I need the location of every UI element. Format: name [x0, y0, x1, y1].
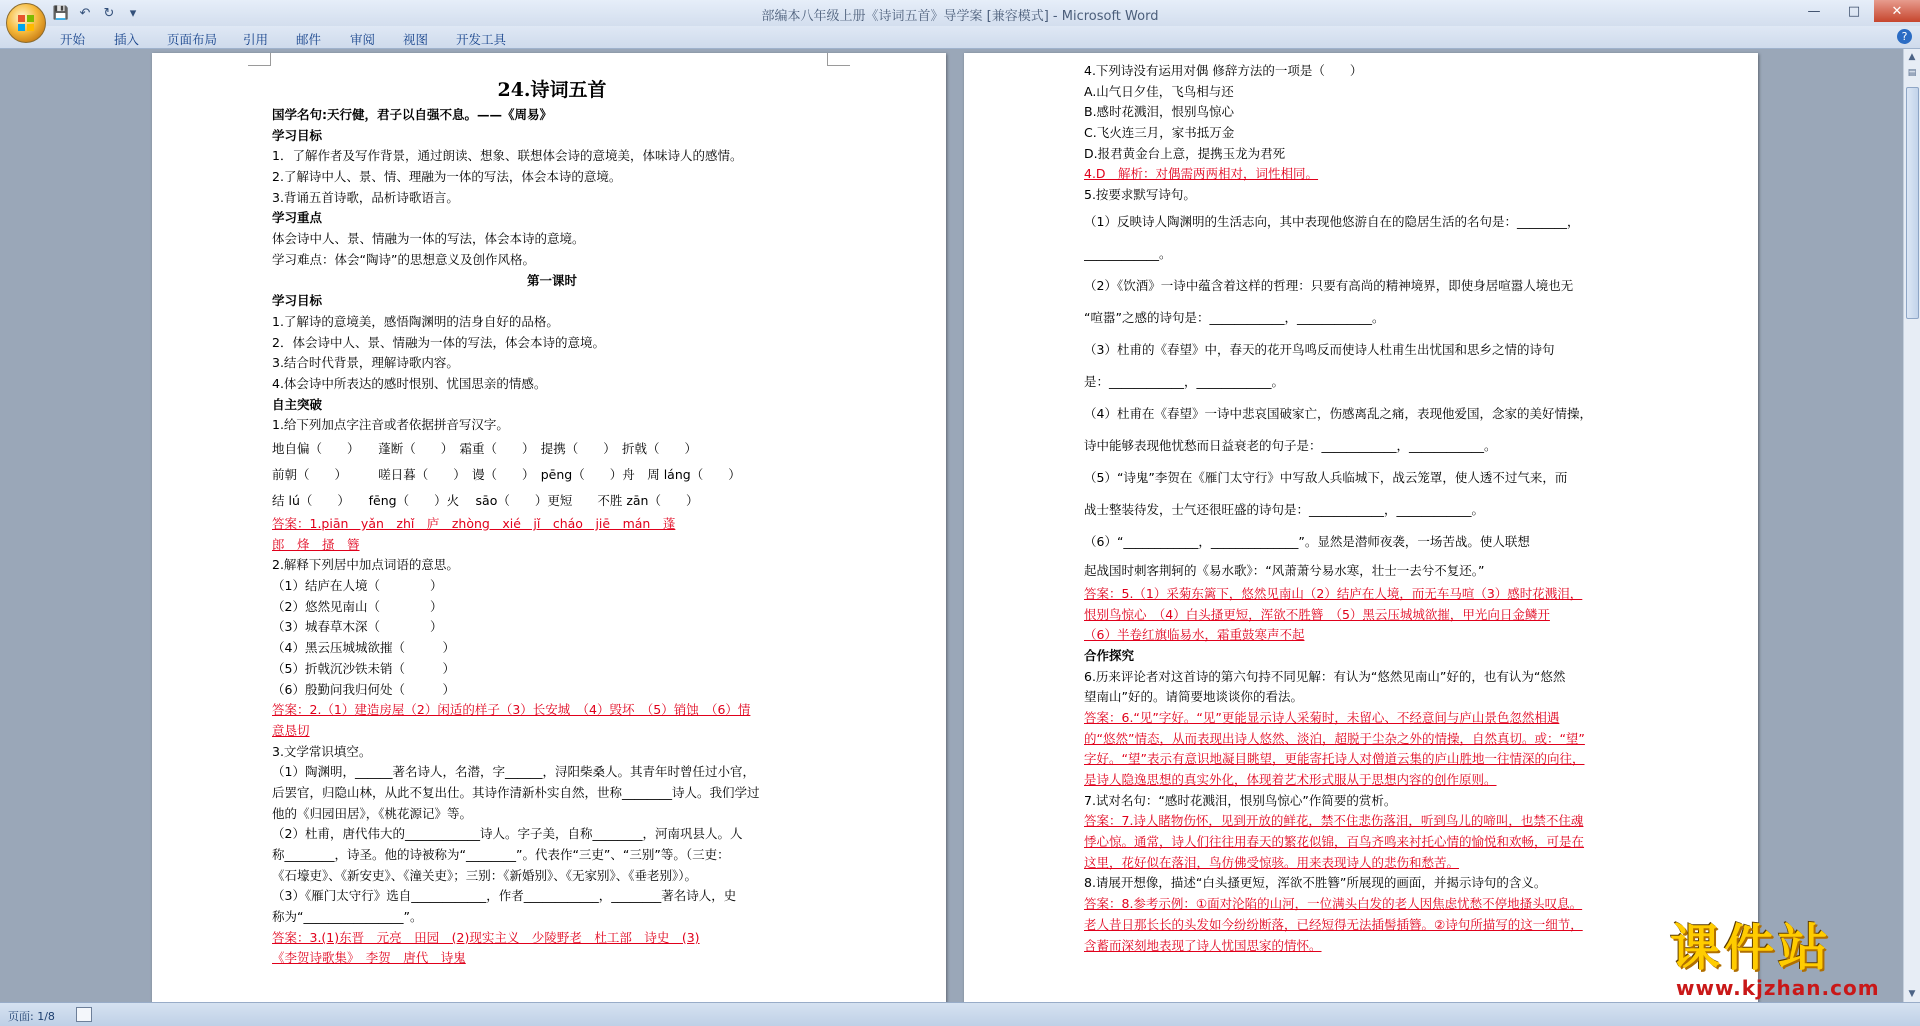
text-line: 前朝（ ） 嗟日暮（ ） 谩（ ） pēng（ ）舟 周 láng（ ） [272, 467, 741, 482]
save-icon[interactable]: 💾 [52, 5, 70, 21]
text-line: 1.了解诗的意境美，感悟陶渊明的洁身自好的品格。 [272, 313, 559, 329]
text-line: 自主突破 [272, 396, 323, 412]
text-line: 答案：1.piān yǎn zhǐ 庐 zhòng xié jǐ cháo jiē mán 蓬 [272, 516, 676, 531]
text-line: （5）“诗鬼”李贺在《雁门太守行》中写敌人兵临城下，战云笼罩，使人透不过气来，而 [1084, 469, 1568, 485]
text-line: （4）杜甫在《春望》一诗中悲哀国破家亡，伤感离乱之痛，表现他爱国，念家的美好情操， [1084, 405, 1592, 421]
watermark-brand: 课件站 [1670, 919, 1832, 977]
text-line: 答案：2.（1）建造房屋（2）闲适的样子（3）长安城 （4）毁坏 （5）销蚀 （6）情 [272, 702, 751, 718]
page-2-text [1084, 61, 1644, 956]
office-logo-icon [17, 14, 35, 32]
status-bar [0, 1002, 1920, 1026]
proofing-icon[interactable] [76, 1007, 92, 1022]
text-line: 7.试对名句：“感时花溅泪，恨别鸟惊心”作简要的赏析。 [1084, 792, 1397, 808]
text-line: C.飞火连三月，家书抵万金 [1084, 125, 1235, 141]
scroll-down-icon[interactable]: ▼ [1908, 989, 1916, 999]
text-line: 意恳切 [272, 722, 310, 738]
text-line: 4.体会诗中所表达的感时恨别、忧国思亲的情感。 [272, 375, 547, 391]
redo-icon[interactable]: ↻ [103, 5, 115, 21]
text-line: （5）折戟沉沙铁未销（ ） [272, 660, 455, 676]
text-line: （2）杜甫，唐代伟大的____________诗人。字子美，自称________，河南巩县人。人 [272, 826, 743, 842]
text-line: 学习重点 [272, 210, 323, 226]
tab-developer[interactable]: 开发工具 [456, 32, 507, 47]
text-line: 诗中能够表现他忧愁而日益衰老的句子是：____________，____________。 [1084, 437, 1497, 453]
text-line: 24.诗词五首 [497, 79, 607, 101]
text-line: 1.给下列加点字注音或者依据拼音写汉字。 [272, 417, 509, 433]
text-line: 4.D 解析：对偶需两两相对，词性相同。 [1084, 166, 1319, 182]
text-line: 1．了解作者及写作背景，通过朗读、想象、联想体会诗的意境美，体味诗人的感情。 [272, 148, 743, 164]
text-line: 答案：5.（1）采菊东篱下，悠然见南山（2）结庐在人境，而无车马喧（3）感时花溅泪， [1084, 585, 1583, 601]
text-line: 的“悠然”情态，从而表现出诗人悠然、淡泊，超脱于尘杂之外的情操，自然真切。或：“望” [1084, 730, 1585, 746]
text-line: 学习难点：体会“陶诗”的思想意义及创作风格。 [272, 251, 535, 267]
help-icon[interactable]: ? [1897, 29, 1912, 44]
text-line: 5.按要求默写诗句。 [1084, 187, 1196, 203]
text-line: 悸心惊。通常，诗人们往往用春天的繁花似锦，百鸟齐鸣来衬托心情的愉悦和欢畅，可是在 [1084, 834, 1585, 850]
text-line: 《李贺诗歌集》 李贺 唐代 诗鬼 [272, 950, 466, 966]
scrollbar-thumb[interactable] [1906, 87, 1919, 319]
text-line: 郎 烽 搔 簪 [272, 536, 360, 552]
tab-home[interactable]: 开始 [60, 32, 86, 47]
text-line: 学习目标 [272, 127, 323, 143]
vertical-scrollbar[interactable] [1903, 49, 1920, 1002]
text-line: ____________。 [1084, 245, 1172, 261]
tab-insert[interactable]: 插入 [114, 32, 140, 47]
text-line: 望南山”好的。请简要地谈谈你的看法。 [1084, 689, 1303, 705]
text-line: （4）黑云压城城欲摧（ ） [272, 640, 455, 656]
text-line: （1）反映诗人陶渊明的生活志向，其中表现他悠游自在的隐居生活的名句是：________， [1084, 213, 1580, 229]
maximize-button[interactable]: □ [1847, 3, 1861, 19]
text-line: 称为“________________”。 [272, 909, 423, 925]
text-line: 8.请展开想像，描述“白头搔更短，浑欲不胜簪”所展现的画面，并揭示诗句的含义。 [1084, 875, 1547, 891]
text-line: 2．体会诗中人、景、情融为一体的写法，体会本诗的意境。 [272, 334, 605, 350]
window-title: 部编本八年级上册《诗词五首》导学案 [兼容模式] - Microsoft Word [761, 9, 1159, 24]
text-line: 合作探究 [1084, 647, 1135, 663]
text-line: （2）《饮酒》一诗中蕴含着这样的哲理：只要有高尚的精神境界，即使身居喧嚣人境也无 [1084, 277, 1574, 293]
tab-page-layout[interactable]: 页面布局 [167, 32, 218, 47]
tab-view[interactable]: 视图 [403, 32, 429, 47]
text-line: 答案：8.参考示例：①面对沦陷的山河，一位满头白发的老人因焦虑忧愁不停地搔头叹息。 [1084, 896, 1583, 912]
text-line: 字好。“望”表示有意识地凝目眺望，更能寄托诗人对僧道云集的庐山胜地一往情深的向往， [1084, 751, 1585, 767]
text-line: （3）城春草木深（ ） [272, 619, 443, 635]
text-line: （6）殷勤问我归何处（ ） [272, 681, 455, 697]
window-controls [1794, 0, 1920, 22]
qat-customize-icon[interactable]: ▾ [129, 5, 137, 21]
text-line: 这里，花好似在落泪，鸟仿佛受惊骇。用来表现诗人的悲伤和愁苦。 [1084, 854, 1460, 870]
text-line: 后罢官，归隐山林，从此不复出仕。其诗作清新朴实自然，世称________诗人。我们学过 [272, 784, 760, 800]
text-line: 国学名句:天行健，君子以自强不息。——《周易》 [272, 107, 552, 122]
crop-mark [248, 53, 271, 66]
text-line: 地自偏（ ） 蓬断（ ） 霜重（ ） 提携（ ） 折戟（ ） [272, 441, 698, 456]
text-line: 含蓄而深刻地表现了诗人忧国思家的情怀。 [1084, 937, 1322, 953]
text-line: 结 lú（ ） fēng（ ）火 sāo（ ）更短 不胜 zān（ ） [272, 493, 699, 508]
page-1-text [272, 75, 832, 969]
tab-review[interactable]: 审阅 [350, 32, 376, 47]
text-line: A.山气日夕佳，飞鸟相与还 [1084, 83, 1234, 99]
text-line: 3.背诵五首诗歌，品析诗歌语言。 [272, 189, 459, 205]
text-line: （6）半卷红旗临易水，霜重鼓寒声不起 [1084, 627, 1305, 643]
text-line: 答案：3.(1)东晋 元亮 田园 (2)现实主义 少陵野老 杜工部 诗史 (3) [272, 929, 700, 945]
text-line: “喧嚣”之感的诗句是：____________，____________。 [1084, 309, 1385, 325]
title-bar [0, 0, 1920, 27]
text-line: 战士整装待发，士气还很旺盛的诗句是：____________，____________。 [1084, 501, 1485, 517]
undo-icon[interactable]: ↶ [79, 5, 91, 21]
document-page-1[interactable] [152, 53, 946, 1002]
text-line: 老人昔日那长长的头发如今纷纷断落，已经短得无法插髻插簪。②诗句所描写的这一细节， [1084, 916, 1583, 932]
document-page-2[interactable] [964, 53, 1758, 1002]
ruler-toggle-icon[interactable]: ▤ [1907, 68, 1917, 78]
text-line: 体会诗中人、景、情融为一体的写法，体会本诗的意境。 [272, 231, 585, 247]
text-line: 第一课时 [526, 272, 577, 288]
office-button[interactable] [6, 3, 46, 43]
text-line: 2.了解诗中人、景、情、理融为一体的写法，体会本诗的意境。 [272, 169, 622, 185]
text-line: 2.解释下列居中加点词语的意思。 [272, 557, 459, 573]
text-line: 答案：6.“见”字好。“见”更能显示诗人采菊时，未留心、不经意间与庐山景色忽然相遇 [1084, 709, 1560, 725]
minimize-button[interactable]: — [1807, 3, 1821, 19]
document-workspace[interactable] [0, 49, 1904, 1002]
crop-mark [827, 53, 850, 66]
close-button[interactable]: ✕ [1874, 0, 1920, 22]
page-count[interactable]: 页面: 1/8 [8, 1010, 55, 1023]
ribbon-tabs [0, 26, 1920, 49]
text-line: （3）《雁门太守行》选自____________，作者____________，________著名诗人，史 [272, 888, 737, 904]
text-line: （3）杜甫的《春望》中，春天的花开鸟鸣反而使诗人杜甫生出忧国和思乡之情的诗句 [1084, 341, 1555, 357]
watermark-url: www.kjzhan.com [1676, 976, 1880, 1000]
text-line: 答案：7.诗人睹物伤怀，见到开放的鲜花，禁不住悲伤落泪，听到鸟儿的啼叫，也禁不住魂 [1084, 813, 1584, 829]
text-line: 6.历来评论者对这首诗的第六句持不同见解：有认为“悠然见南山”好的，也有认为“悠然 [1084, 668, 1566, 684]
text-line: （6）“____________，______________”。显然是潜师夜袭，一场苦战。使人联想 [1084, 533, 1530, 549]
text-line: B.感时花溅泪，恨别鸟惊心 [1084, 104, 1235, 120]
text-line: （1）陶渊明，______著名诗人，名潜，字______，浔阳柴桑人。其青年时曾任过小官， [272, 764, 755, 780]
text-line: 3.文学常识填空。 [272, 743, 372, 759]
tab-mailings[interactable]: 邮件 [296, 32, 322, 47]
site-watermark [1670, 920, 1910, 1010]
text-line: 是：____________，____________。 [1084, 373, 1285, 389]
tab-references[interactable]: 引用 [243, 32, 269, 47]
text-line: 他的《归园田居》，《桃花源记》等。 [272, 805, 473, 821]
text-line: （2）悠然见南山（ ） [272, 598, 443, 614]
text-line: 《石壕吏》、《新安吏》、《潼关吏》；三别：《新婚别》、《无家别》、《垂老别》）。 [272, 867, 698, 883]
text-line: 恨别鸟惊心 （4）白头搔更短，浑欲不胜簪 （5）黑云压城城欲摧，甲光向日金鳞开 [1084, 606, 1550, 622]
text-line: （1）结庐在人境（ ） [272, 578, 443, 594]
text-line: 4.下列诗没有运用对偶 修辞方法的一项是（ ） [1084, 63, 1363, 78]
text-line: 称________，诗圣。他的诗被称为“________”。代表作“三吏”、“三别”等。（三吏： [272, 847, 730, 862]
text-line: 起战国时刺客荆轲的《易水歌》：“风萧萧兮易水寒，壮士一去兮不复还。” [1084, 562, 1485, 578]
text-line: 是诗人隐逸思想的真实外化，体现着艺术形式服从于思想内容的创作原则。 [1084, 772, 1497, 787]
text-line: D.报君黄金台上意，提携玉龙为君死 [1084, 145, 1286, 161]
text-line: 3.结合时代背景，理解诗歌内容。 [272, 355, 459, 371]
text-line: 学习目标 [272, 293, 323, 309]
scroll-up-icon[interactable]: ▲ [1908, 52, 1916, 62]
